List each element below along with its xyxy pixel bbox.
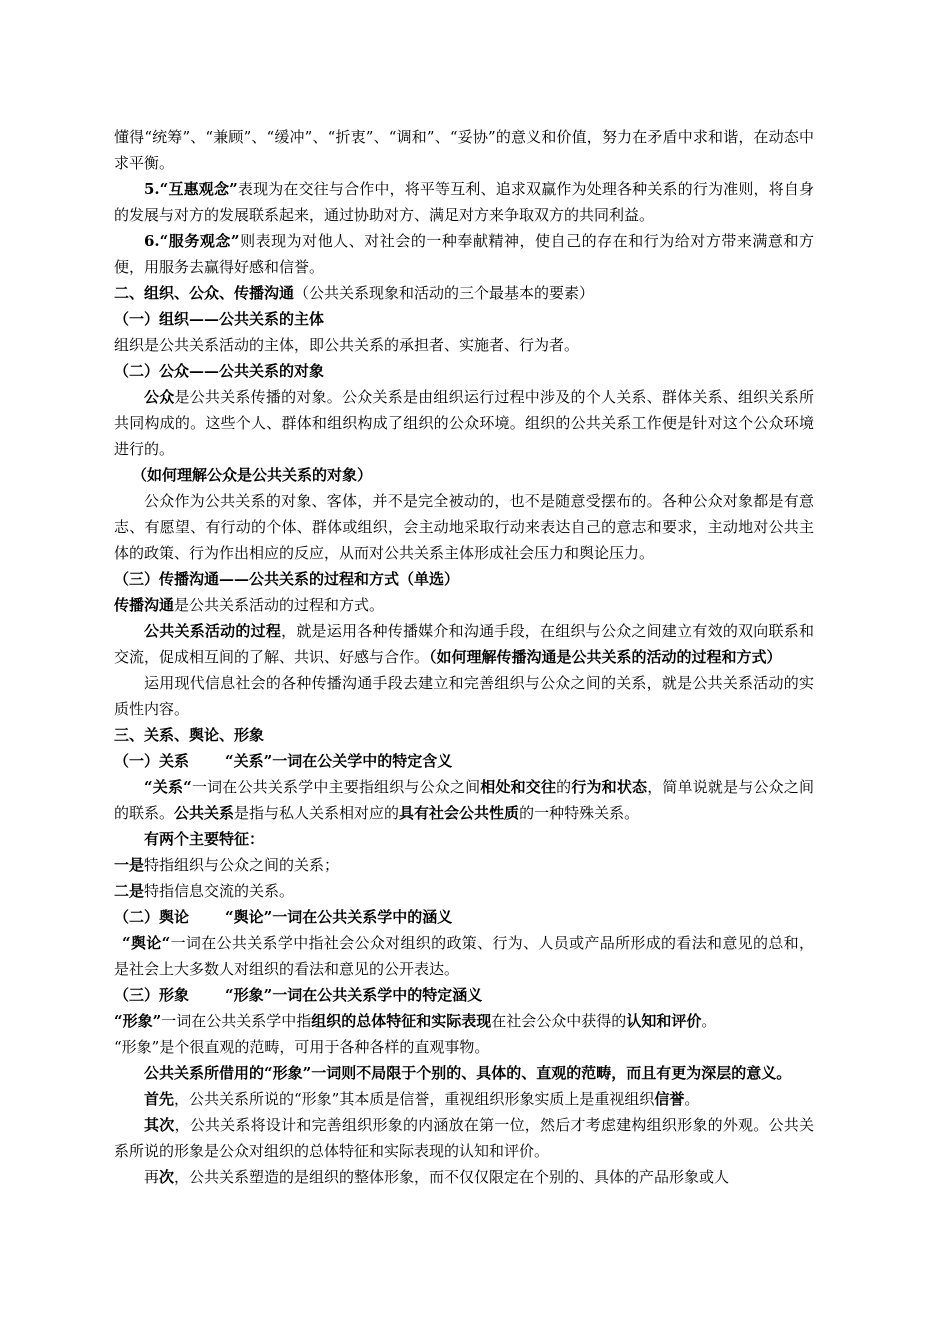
subsection-heading-image: （三）形象 “形象”一词在公共关系学中的特定涵义 (114, 986, 483, 1004)
question-heading: （如何理解公众是公共关系的对象） (132, 466, 373, 484)
paragraph: 组织是公共关系活动的主体，即公共关系的承担者、实施者、行为者。 (114, 336, 580, 354)
subsection-heading-public: （二）公众——公共关系的对象 (114, 362, 325, 380)
paragraph: 运用现代信息社会的各种传播沟通手段去建立和完善组织与公众之间的关系，就是公共关系活动的实质性内容。 (114, 674, 814, 718)
paragraph: 传播沟通是公共关系活动的过程和方式。 (114, 596, 385, 614)
paragraph: 懂得“统筹”、“兼顾”、“缓冲”、“折衷”、“调和”、“妥协”的意义和价值，努力在矛盾中求和谐，在动态中求平衡。 (114, 128, 814, 172)
paragraph-service: 6.“服务观念”则表现为对他人、对社会的一种奉献精神，使自己的存在和行为给对方带来满意和方便，用服务去赢得好感和信誉。 (114, 232, 814, 276)
paragraph: “形象”一词在公共关系学中指组织的总体特征和实际表现在社会公众中获得的认知和评价。 (114, 1012, 717, 1030)
paragraph-reciprocity: 5.“互惠观念”表现为在交往与合作中，将平等互利、追求双赢作为处理各种关系的行为准则，将自身的发展与对方的发展联系起来，通过协助对方、满足对方来争取双方的共同利益。 (114, 180, 814, 224)
subsection-heading-organization: （一）组织——公共关系的主体 (114, 310, 325, 328)
paragraph: “关系“一词在公共关系学中主要指组织与公众之间相处和交往的行为和状态，简单说就是与公众之间的联系。公共关系是指与私人关系相对应的具有社会公共性质的一种特殊关系。 (114, 778, 814, 822)
paragraph: 公众作为公共关系的对象、客体，并不是完全被动的，也不是随意受摆布的。各种公众对象都是有意志、有愿望、有行动的个体、群体或组织，会主动地采取行动来表达自己的意志和要求，主动地对公共主体的政策、行为作出相应的反应，从而对公共关系主体形成社会压力和舆论压力。 (114, 492, 814, 562)
list-item: 二是特指信息交流的关系。 (114, 882, 295, 900)
paragraph: 首先，公共关系所说的“形象”其本质是信誉，重视组织形象实质上是重视组织信誉。 (144, 1090, 700, 1108)
subsection-heading-opinion: （二）舆论 “舆论”一词在公共关系学中的涵义 (114, 908, 453, 926)
subsection-heading-communication: （三）传播沟通——公共关系的过程和方式（单选） (114, 570, 460, 588)
paragraph: 其次，公共关系将设计和完善组织形象的内涵放在第一位，然后才考虑建构组织形象的外观。公共关系所说的形象是公众对组织的总体特征和实际表现的认知和评价。 (114, 1116, 814, 1160)
list-item: 一是特指组织与公众之间的关系； (114, 856, 340, 874)
paragraph: 公共关系所借用的“形象”一词则不局限于个别的、具体的、直观的范畴，而且有更为深层的意义。 (144, 1064, 792, 1082)
paragraph: 有两个主要特征： (144, 830, 265, 848)
section-heading-3: 三、关系、舆论、形象 (114, 726, 265, 744)
section-heading-2: 二、组织、公众、传播沟通（公共关系现象和活动的三个最基本的要素） (114, 284, 595, 302)
subsection-heading-relation: （一）关系 “关系”一词在公关学中的特定含义 (114, 752, 453, 770)
document-body (114, 124, 814, 1190)
paragraph: “形象”是个很直观的范畴，可用于各种各样的直观事物。 (114, 1038, 490, 1056)
paragraph: 公众是公共关系传播的对象。公众关系是由组织运行过程中涉及的个人关系、群体关系、组织关系所共同构成的。这些个人、群体和组织构成了组织的公众环境。组织的公共关系工作便是针对这个公众环境进行的。 (114, 388, 814, 458)
paragraph: 再次，公共关系塑造的是组织的整体形象，而不仅仅限定在个别的、具体的产品形象或人 (144, 1168, 730, 1186)
paragraph: “舆论“一词在公共关系学中指社会公众对组织的政策、行为、人员或产品所形成的看法和意见的总和，是社会上大多数人对组织的看法和意见的公开表达。 (114, 934, 814, 978)
paragraph: 公共关系活动的过程，就是运用各种传播媒介和沟通手段，在组织与公众之间建立有效的双向联系和交流，促成相互间的了解、共识、好感与合作。（如何理解传播沟通是公共关系的活动的过程和方式） (114, 622, 814, 666)
